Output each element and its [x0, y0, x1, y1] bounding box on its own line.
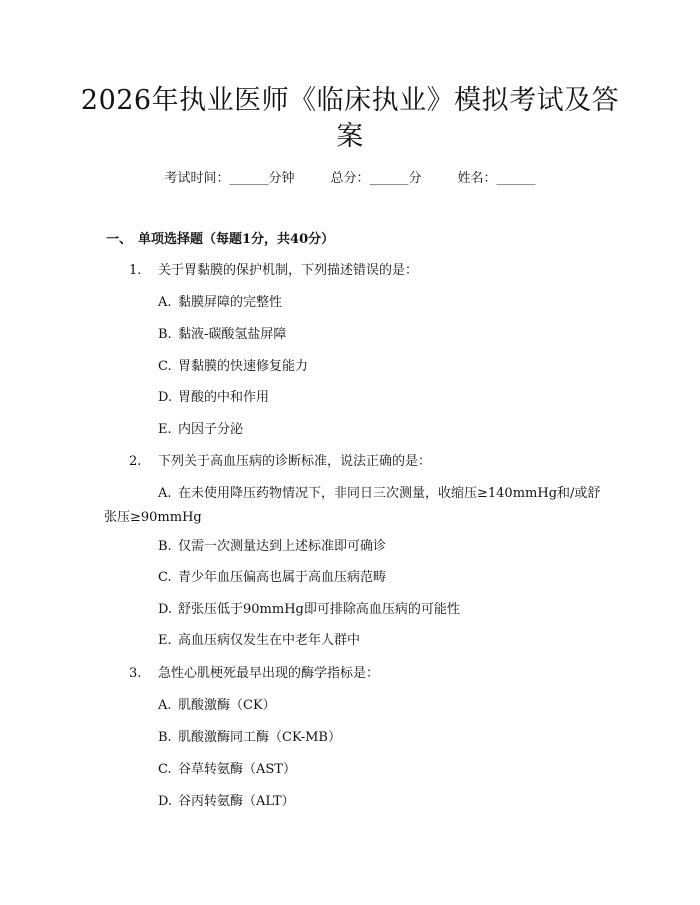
- total-score-label: 总分：______分: [330, 171, 422, 186]
- question-stem: [129, 665, 379, 683]
- question-text: 关于胃黏膜的保护机制，下列描述错误的是：: [158, 263, 419, 278]
- option-item: [158, 729, 341, 747]
- option-text: 胃酸的中和作用: [178, 390, 270, 405]
- option-letter: C.: [158, 359, 172, 374]
- section-title: 单项选择题（每题1分，共40分）: [138, 232, 335, 247]
- section-heading: [106, 231, 334, 249]
- option-text: 舒张压低于90mmHg即可排除高血压病的可能性: [178, 602, 460, 617]
- question-stem: [129, 262, 418, 280]
- option-letter: D.: [158, 794, 173, 809]
- option-text: 青少年血压偏高也属于高血压病范畴: [178, 570, 387, 585]
- option-letter: D.: [158, 602, 173, 617]
- option-item: [158, 294, 282, 312]
- option-item: [158, 793, 295, 811]
- question-text: 下列关于高血压病的诊断标准，说法正确的是：: [158, 454, 432, 469]
- question-stem: [129, 453, 431, 471]
- option-text: 谷草转氨酶（AST）: [178, 762, 296, 777]
- name-label: 姓名：______: [457, 171, 536, 186]
- option-letter: C.: [158, 570, 172, 585]
- option-text: 谷丙转氨酶（ALT）: [178, 794, 295, 809]
- option-letter: A.: [158, 486, 172, 501]
- option-item: [158, 389, 269, 407]
- question-number: 1.: [129, 263, 142, 278]
- option-item: [158, 358, 308, 376]
- option-item: [158, 601, 460, 619]
- option-item: [158, 326, 286, 344]
- document-title: 2026年执业医师《临床执业》模拟考试及答案: [80, 85, 620, 152]
- option-letter: A.: [158, 698, 172, 713]
- exam-time-label: 考试时间：______分钟: [164, 171, 295, 186]
- option-text: 黏液-碳酸氢盐屏障: [178, 327, 287, 342]
- option-item: [158, 538, 386, 556]
- option-letter: B.: [158, 327, 172, 342]
- section-number: 一、: [106, 232, 133, 247]
- option-letter: B.: [158, 730, 172, 745]
- option-item: [158, 632, 360, 650]
- question-text: 急性心肌梗死最早出现的酶学指标是：: [158, 666, 380, 681]
- option-text: 肌酸激酶同工酶（CK-MB）: [178, 730, 341, 745]
- option-letter: D.: [158, 390, 173, 405]
- question-number: 3.: [129, 666, 142, 681]
- option-letter: B.: [158, 539, 172, 554]
- question-number: 2.: [129, 454, 142, 469]
- option-text: 胃黏膜的快速修复能力: [178, 359, 309, 374]
- option-item: [158, 569, 386, 587]
- option-item: [158, 697, 276, 715]
- option-letter: E.: [158, 422, 172, 437]
- option-item: [158, 761, 296, 779]
- option-letter: A.: [158, 295, 172, 310]
- option-letter: C.: [158, 762, 172, 777]
- option-text: 高血压病仅发生在中老年人群中: [178, 633, 361, 648]
- option-text: 仅需一次测量达到上述标准即可确诊: [178, 539, 387, 554]
- option-text: 肌酸激酶（CK）: [178, 698, 276, 713]
- option-item: [158, 421, 243, 439]
- option-letter: E.: [158, 633, 172, 648]
- exam-info-line: [0, 170, 700, 188]
- option-text: 内因子分泌: [178, 422, 244, 437]
- option-text: 在未使用降压药物情况下，非同日三次测量，收缩压≥140mmHg和/或舒张压≥90mmHg: [104, 486, 601, 525]
- option-text: 黏膜屏障的完整性: [178, 295, 283, 310]
- option-item: [104, 482, 604, 530]
